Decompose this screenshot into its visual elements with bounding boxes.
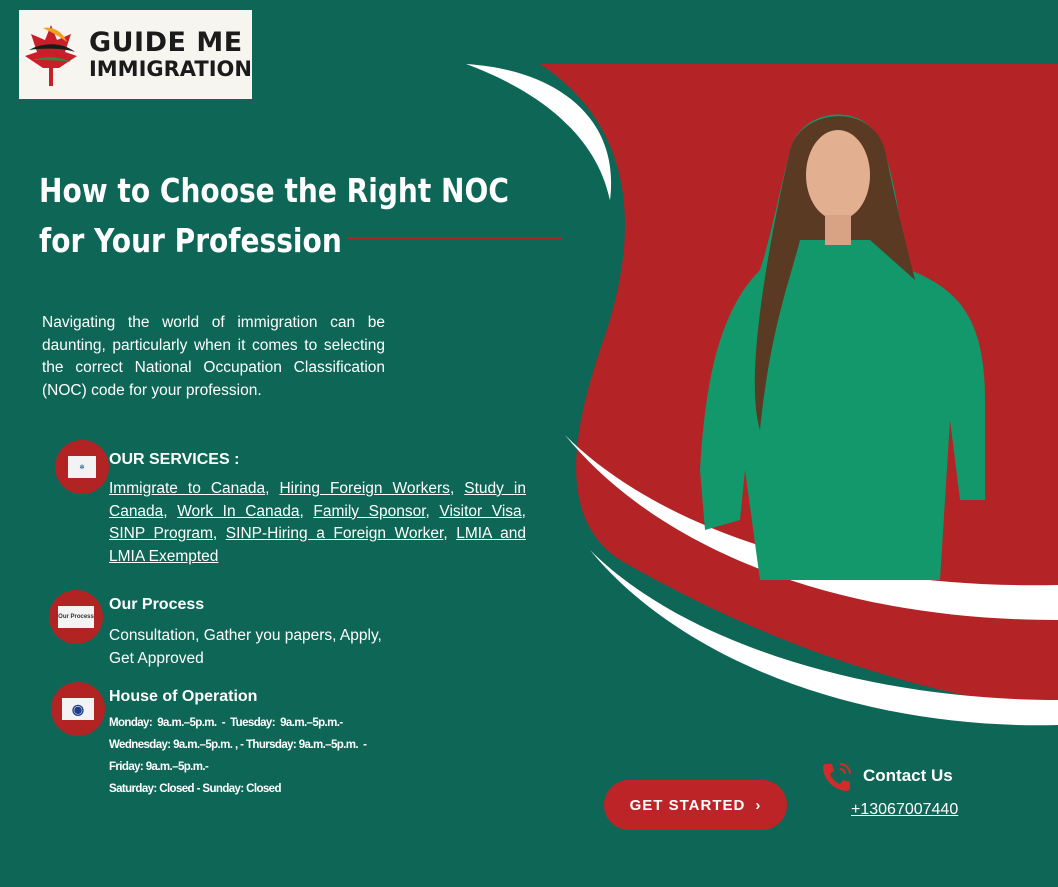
services-heading: OUR SERVICES : xyxy=(109,451,240,468)
services-icon: ✲ xyxy=(68,456,96,478)
page-title xyxy=(39,166,509,266)
hours-badge xyxy=(51,682,105,736)
contact-heading: Contact Us xyxy=(863,766,953,785)
hours-line: Wednesday: 9a.m.–5p.m. , - Thursday: 9a.m.–5p.m. - xyxy=(109,739,367,751)
intro-text: Navigating the world of immigration can be daunting, particularly when it comes to selecting the correct National Occupation Classification (NOC) code for your profession. xyxy=(42,314,385,399)
get-started-button[interactable] xyxy=(604,780,787,830)
process-line2: Get Approved xyxy=(109,649,204,667)
get-started-label: GET STARTED xyxy=(629,796,746,814)
service-link[interactable]: SINP-Hiring a Foreign Worker xyxy=(225,525,444,542)
hours-line: Saturday: Closed - Sunday: Closed xyxy=(109,783,281,795)
process-text xyxy=(109,625,382,670)
phone-link[interactable]: +13067007440 xyxy=(851,801,959,818)
hours-icon: ◉ xyxy=(62,698,94,720)
title-line2: for Your Profession xyxy=(39,221,342,260)
chevron-right-icon: › xyxy=(755,796,762,814)
process-heading: Our Process xyxy=(109,596,205,613)
services-badge xyxy=(55,440,109,494)
title-line1: How to Choose the Right NOC xyxy=(39,171,509,210)
hours-list xyxy=(109,712,366,800)
process-icon: Our Process xyxy=(58,606,94,628)
process-line1: Consultation, Gather you papers, Apply, xyxy=(109,627,382,644)
service-link[interactable]: Family Sponsor xyxy=(313,502,426,520)
service-link[interactable]: Study in Canada xyxy=(109,480,526,520)
service-link[interactable]: Work In Canada xyxy=(177,502,300,520)
phone-icon xyxy=(820,760,854,794)
services-list: Immigrate to Canada, Hiring Foreign Workers, Study in Canada, Work In Canada, Family Sponsor, Visitor Visa, SINP Program, SINP-Hiring a Foreign Worker, LMIA and LMIA Exempted xyxy=(109,480,526,565)
service-link[interactable]: LMIA and LMIA Exempted xyxy=(109,525,526,565)
logo xyxy=(19,10,252,99)
process-badge xyxy=(49,590,103,644)
service-link[interactable]: SINP Program xyxy=(109,525,213,542)
service-link[interactable]: Visitor Visa xyxy=(439,502,522,520)
maple-leaf-icon xyxy=(23,20,79,90)
service-link[interactable]: Immigrate to Canada xyxy=(109,480,266,497)
service-link[interactable]: Hiring Foreign Workers xyxy=(279,480,450,497)
hours-line: Monday: 9a.m.–5p.m. - Tuesday: 9a.m.–5p.m.- xyxy=(109,717,343,729)
title-divider xyxy=(348,237,562,239)
hours-heading: House of Operation xyxy=(109,688,258,705)
logo-line1: GUIDE ME xyxy=(88,27,243,59)
hours-line: Friday: 9a.m.–5p.m.- xyxy=(109,761,209,773)
logo-line2: IMMIGRATION xyxy=(88,56,252,81)
